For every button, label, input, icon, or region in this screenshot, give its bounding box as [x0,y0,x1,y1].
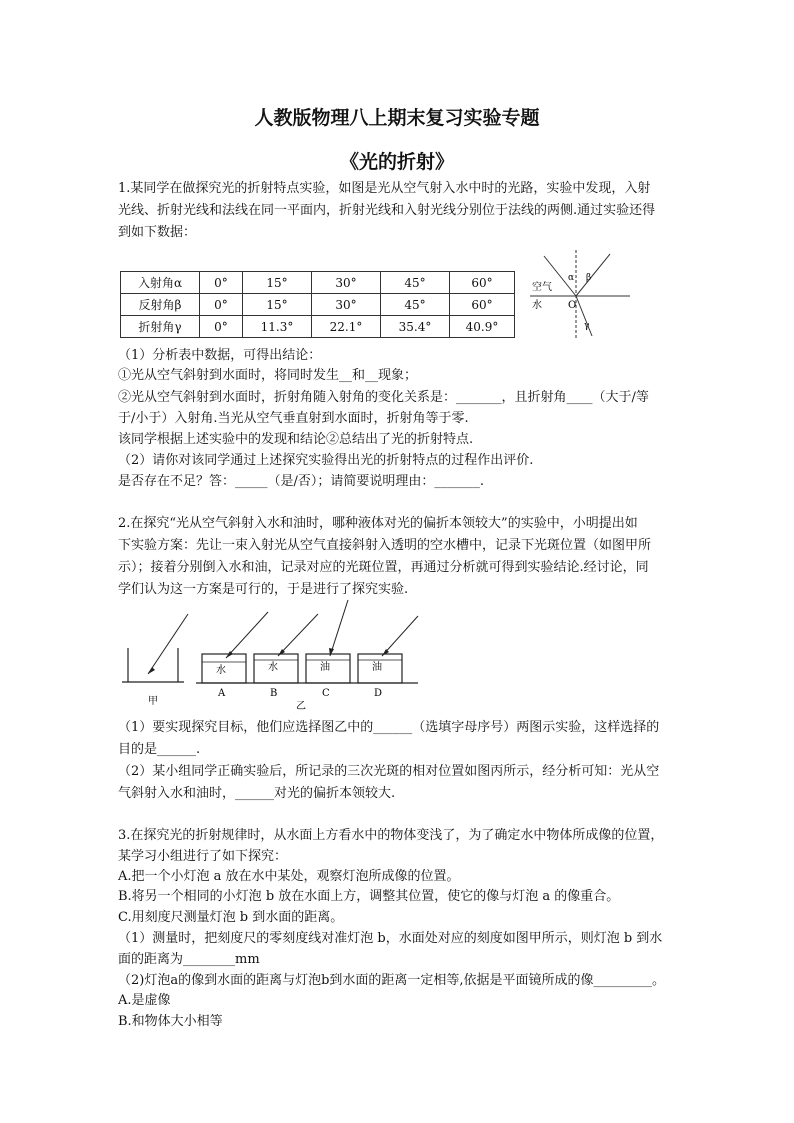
tank-diagrams [118,600,428,712]
q2-intro-line: 2.在探究“光从空气斜射入水和油时，哪种液体对光的偏折本领较大”的实验中，小明提出如 [118,516,638,531]
q1-line: （1）分析表中数据，可得出结论： [118,348,322,363]
table-cell: 0° [200,294,243,316]
document-subtitle: 《光的折射》 [339,151,454,173]
q2-intro-line: 下实验方案：先让一束入射光从空气直接斜射入透明的空水槽中，记录下光斑位置（如图甲所 [118,538,652,553]
q3-line: （2)灯泡a的像到水面的距离与灯泡b到水面的距离一定相等,依据是平面镜所成的像_________。 [118,973,666,988]
liquid-label-c: 油 [320,662,330,673]
table-cell: 22.1° [312,316,381,338]
table-cell: 11.3° [243,316,312,338]
table-row [121,316,515,338]
q2-intro-line: 示）；接着分别倒入水和油，记录对应的光斑位置，再通过分析就可得到实验结论.经讨论，同 [118,560,649,575]
air-label: 空气 [532,282,552,293]
table-cell: 35.4° [381,316,450,338]
q1-line: 该同学根据上述实验中的发现和结论②总结出了光的折射特点. [118,432,474,447]
refraction-diagram [530,246,630,342]
gamma-label: γ [584,321,590,331]
table-row [121,294,515,316]
tank-label-c: C [322,688,330,699]
q1-intro-line: 到如下数据： [118,225,197,240]
origin-label: O [568,300,577,311]
table-cell: 60° [450,272,515,294]
alpha-label: α [568,273,575,283]
beta-label: β [586,273,592,283]
liquid-label-d: 油 [372,662,382,673]
liquid-label-a: 水 [216,665,226,676]
figure-yi-label: 乙 [296,701,306,712]
tank-label-b: B [270,688,278,699]
table-cell: 30° [312,272,381,294]
liquid-label-b: 水 [268,662,278,673]
q3-line: 某学习小组进行了如下探究： [118,849,288,864]
tank-label-d: D [374,688,383,699]
q2-line: （1）要实现探究目标，他们应选择图乙中的______（选填字母序号）两图示实验，这样选择的 [118,720,660,735]
table-cell: 15° [243,294,312,316]
tank-a [202,612,268,683]
q1-line: ①光从空气斜射到水面时，将同时发生__和__现象； [118,368,418,383]
q3-line: （1）测量时，把刻度尺的零刻度线对准灯泡 b，水面处对应的刻度如图甲所示，则灯泡 b 到水 [118,931,663,946]
table-cell: 60° [450,294,515,316]
reflected-ray [576,254,610,296]
row-label: 折射角γ [121,316,200,338]
q1-line: ②光从空气斜射到水面时，折射角随入射角的变化关系是：_______，且折射角____（大于/等 [118,390,649,405]
table-cell: 30° [312,294,381,316]
table-cell: 0° [200,316,243,338]
q1-line: （2）请你对该同学通过上述探究实验得出光的折射特点的过程作出评价. [118,453,534,468]
table-cell: 40.9° [450,316,515,338]
q3-line: A.是虚像 [118,993,171,1008]
document-title: 人教版物理八上期末复习实验专题 [254,107,540,129]
q2-intro-line: 学们认为这一方案是可行的，于是进行了探究实验. [118,582,409,597]
tank-d [358,616,418,683]
tank-label-a: A [218,688,226,699]
tank-jia [122,614,188,682]
table-cell: 45° [381,272,450,294]
tank-b [254,614,318,683]
q1-intro-line: 光线、折射光线和法线在同一平面内，折射光线和入射光线分别位于法线的两侧.通过实验还得 [118,203,656,218]
table-cell: 0° [200,272,243,294]
q2-line: 气斜射入水和油时，______对光的偏折本领较大. [118,786,396,801]
q1-intro-line: 1.某同学在做探究光的折射特点实验，如图是光从空气射入水中时的光路，实验中发现，入射 [118,181,651,196]
table-cell: 45° [381,294,450,316]
table-row [121,272,515,294]
row-label: 反射角β [121,294,200,316]
q1-line: 于/小于）入射角.当光从空气垂直射到水面时，折射角等于零. [118,411,469,426]
table-cell: 15° [243,272,312,294]
figure-jia-label: 甲 [148,696,158,707]
q3-line: C.用刻度尺测量灯泡 b 到水面的距离。 [118,910,344,925]
q3-line: A.把一个小灯泡 a 放在水中某处，观察灯泡所成像的位置。 [118,869,460,884]
q3-line: B.和物体大小相等 [118,1014,223,1029]
q1-line: 是否存在不足？答：_____（是/否）；请简要说明理由：_______. [118,474,485,489]
q3-line: 面的距离为________mm [118,952,260,967]
q3-line: 3.在探究光的折射规律时，从水面上方看水中的物体变浅了，为了确定水中物体所成像的位置， [118,828,664,843]
row-label: 入射角α [121,272,200,294]
q3-line: B.将另一个相同的小灯泡 b 放在水面上方，调整其位置，使它的像与灯泡 a 的像重合。 [118,889,620,904]
q1-data-table [120,271,515,338]
water-label: 水 [532,300,542,311]
q2-line: 目的是______. [118,742,201,757]
q2-line: （2）某小组同学正确实验后，所记录的三次光斑的相对位置如图丙所示，经分析可知：光从空 [118,764,660,779]
